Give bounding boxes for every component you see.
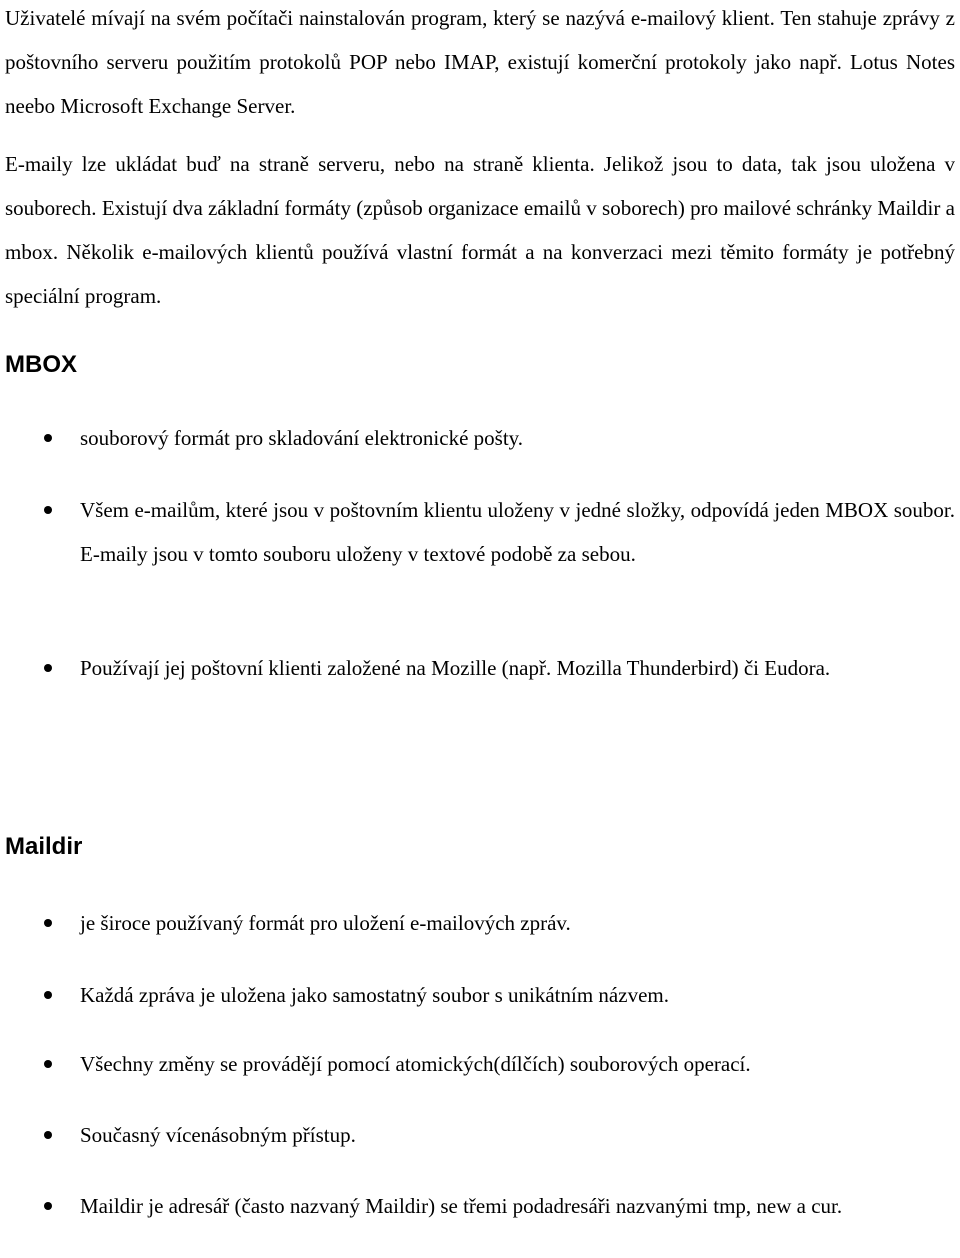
list-item-text: Maildir je adresář (často nazvaný Maildir) se třemi podadresáři nazvanými tmp, new a cur. xyxy=(80,1194,843,1218)
maildir-heading: Maildir xyxy=(5,833,83,860)
list-item-text: Každá zpráva je uložena jako samostatný soubor s unikátním názvem. xyxy=(80,983,669,1007)
bullet-icon xyxy=(44,919,52,927)
mbox-heading: MBOX xyxy=(5,351,77,378)
list-item-text: souborový formát pro skladování elektronické pošty. xyxy=(80,426,524,450)
list-item-text: Všem e-mailům, které jsou v poštovním klientu uloženy v jedné složky, odpovídá jeden MBOX soubor. E-maily jsou v tomto souboru uloženy v textové podobě za sebou. xyxy=(80,498,955,566)
list-item-text: Všechny změny se provádějí pomocí atomických(dílčích) souborových operací. xyxy=(80,1052,751,1076)
list-item-text: Používají jej poštovní klienti založené na Mozille (např. Mozilla Thunderbird) či Eudora. xyxy=(80,656,831,680)
bullet-icon xyxy=(44,434,52,442)
list-item-text: je široce používaný formát pro uložení e-mailových zpráv. xyxy=(80,911,571,935)
bullet-icon xyxy=(44,1202,52,1210)
bullet-icon xyxy=(44,1131,52,1139)
intro-paragraph-2: E-maily lze ukládat buď na straně serveru, nebo na straně klienta. Jelikož jsou to data, tak jsou uložena v souborech. Existují dva základní formáty (způsob organizace emailů v soborech) pro mailové schránky Maildir a mbox. Několik e-mailových klientů používá vlastní formát a na konverzaci mezi těmito formáty je potřebný speciální program. xyxy=(5,152,955,308)
bullet-icon xyxy=(44,991,52,999)
intro-paragraph-1: Uživatelé mívají na svém počítači nainstalován program, který se nazývá e-mailový klient. Ten stahuje zprávy z poštovního serveru použitím protokolů POP nebo IMAP, existují komerční protokoly jako např. Lotus Notes neebo Microsoft Exchange Server. xyxy=(5,6,955,118)
list-item-text: Současný vícenásobným přístup. xyxy=(80,1123,356,1147)
bullet-icon xyxy=(44,506,52,514)
bullet-icon xyxy=(44,1060,52,1068)
bullet-icon xyxy=(44,664,52,672)
